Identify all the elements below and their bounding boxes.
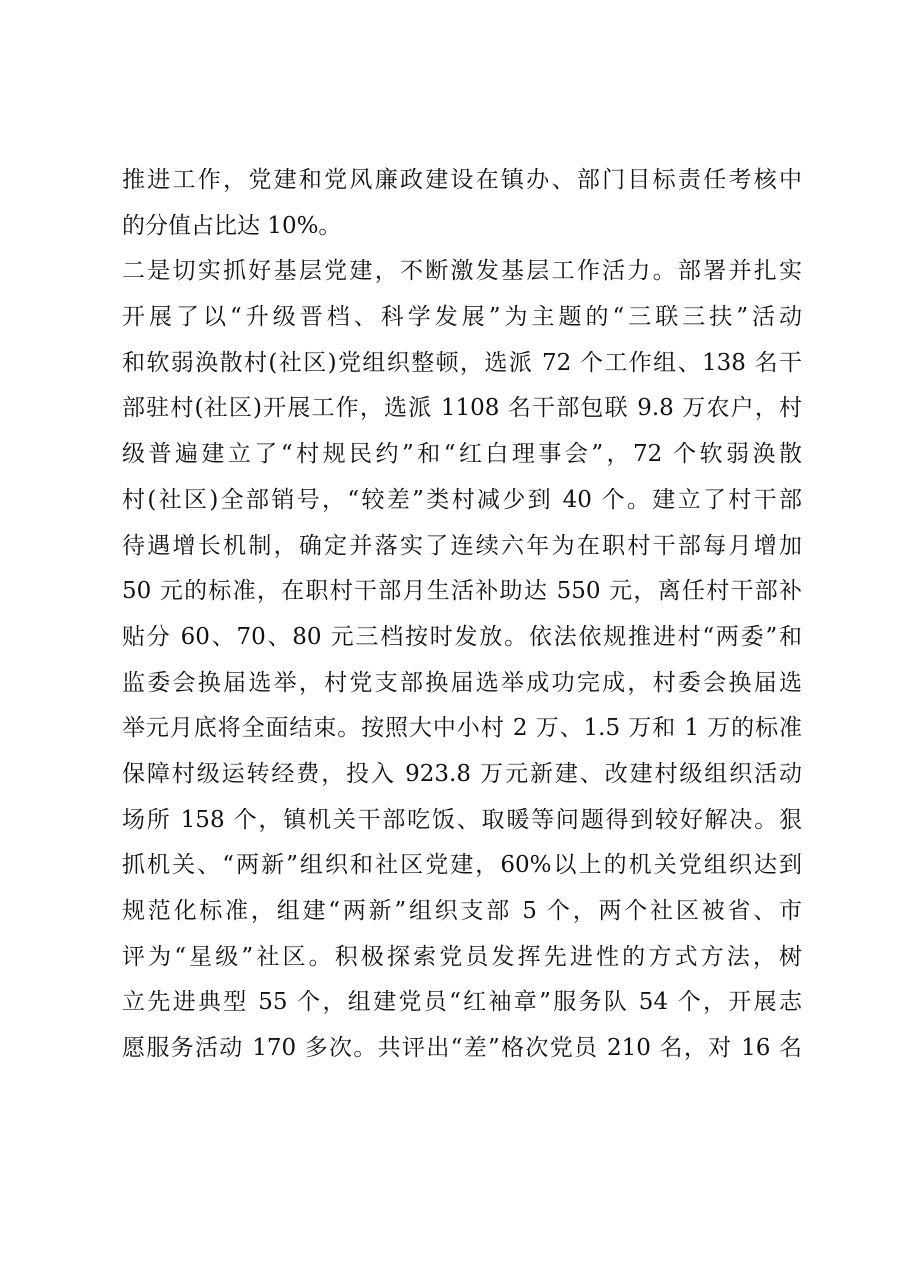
text-line: 愿服务活动 170 多次。共评出“差”格次党员 210 名，对 16 名 — [122, 1035, 802, 1062]
text-line: 抓机关、“两新”组织和社区党建，60%以上的机关党组织达到 — [122, 852, 802, 879]
text-line: 举元月底将全面结束。按照大中小村 2 万、1.5 万和 1 万的标准 — [122, 715, 802, 742]
body-text — [122, 158, 802, 1072]
text-line: 50 元的标准，在职村干部月生活补助达 550 元，离任村干部补 — [122, 578, 802, 605]
text-line: 待遇增长机制，确定并落实了连续六年为在职村干部每月增加 — [122, 532, 802, 559]
text-line: 村(社区)全部销号，“较差”类村减少到 40 个。建立了村干部 — [122, 486, 802, 513]
text-line: 贴分 60、70、80 元三档按时发放。依法依规推进村“两委”和 — [122, 623, 802, 650]
text-line: 推进工作，党建和党风廉政建设在镇办、部门目标责任考核中 — [122, 167, 802, 193]
text-line: 的分值占比达 10%。 — [122, 212, 342, 239]
text-line: 监委会换届选举，村党支部换届选举成功完成，村委会换届选 — [122, 669, 802, 696]
text-line: 部驻村(社区)开展工作，选派 1108 名干部包联 9.8 万农户，村 — [122, 395, 802, 422]
text-line: 开展了以“升级晋档、科学发展”为主题的“三联三扶”活动 — [122, 304, 802, 331]
text-line: 立先进典型 55 个，组建党员“红袖章”服务队 54 个，开展志 — [122, 989, 802, 1016]
text-line: 评为“星级”社区。积极探索党员发挥先进性的方式方法，树 — [122, 943, 802, 970]
text-line: 保障村级运转经费，投入 923.8 万元新建、改建村级组织活动 — [122, 760, 802, 787]
text-line: 规范化标准，组建“两新”组织支部 5 个，两个社区被省、市 — [122, 898, 802, 924]
text-line: 二是切实抓好基层党建，不断激发基层工作活力。部署并扎实 — [122, 258, 802, 285]
text-line: 场所 158 个，镇机关干部吃饭、取暖等问题得到较好解决。狠 — [122, 806, 802, 833]
text-line: 级普遍建立了“村规民约”和“红白理事会”，72 个软弱涣散 — [122, 441, 802, 468]
text-line: 和软弱涣散村(社区)党组织整顿，选派 72 个工作组、138 名干 — [122, 349, 802, 376]
